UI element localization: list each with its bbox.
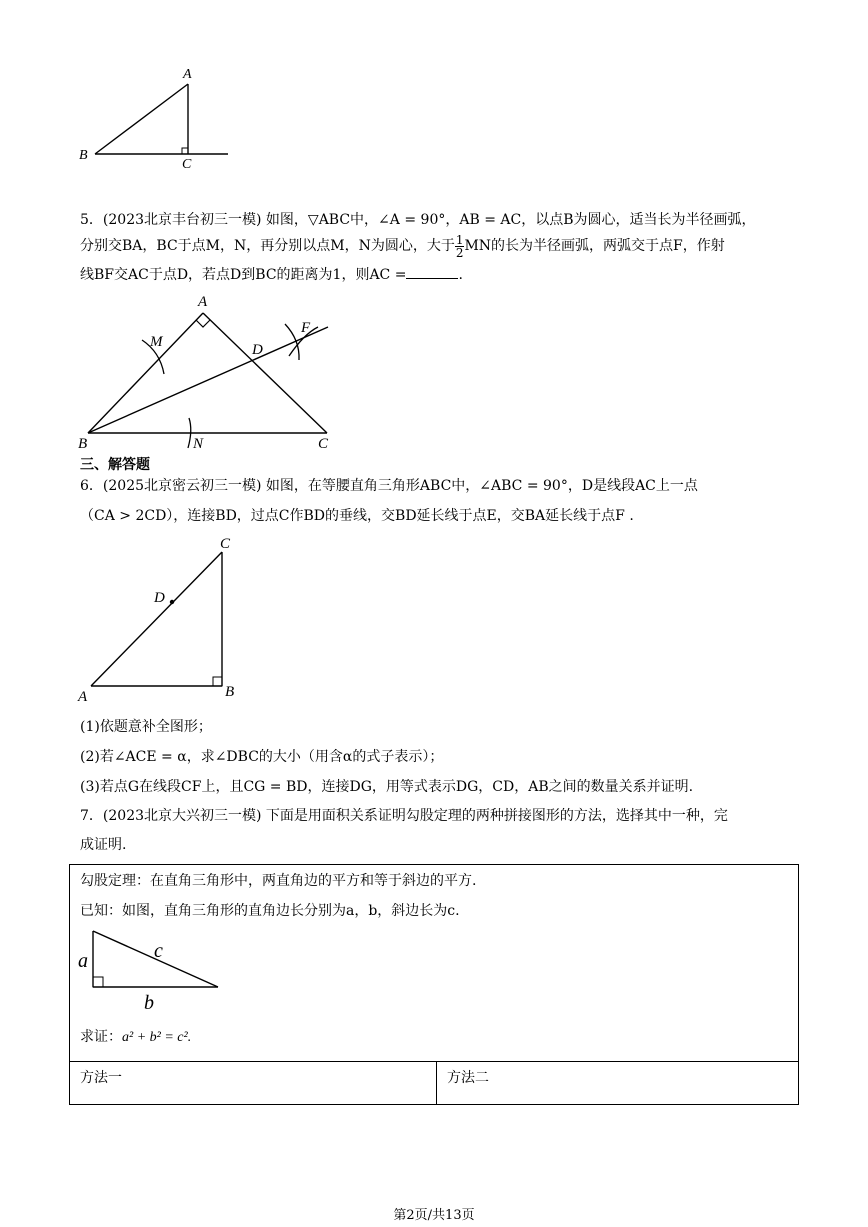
theorem-box	[69, 864, 799, 1105]
q7-line1: 7．(2023北京大兴初三一模) 下面是用面积关系证明勾股定理的两种拼接图形的方法，选择其中一种，完	[80, 808, 728, 824]
fraction-one-half: $\frac{1}{2}$	[455, 232, 464, 260]
q5-line1: 5．(2023北京丰台初三一模) 如图，▽ABC中，∠A = 90°，AB = AC，以点B为圆心，适当长为半径画弧，	[80, 212, 756, 228]
prove-line	[80, 1027, 191, 1048]
q6-line2: （CA > 2CD），连接BD，过点C作BD的垂线，交BD延长线于点E，交BA延长线于点F .	[80, 508, 634, 524]
figure-q6	[76, 530, 256, 705]
label-a: A	[78, 689, 88, 705]
q6-number: 6．	[80, 478, 103, 494]
page-footer: 第2页/共13页	[393, 1208, 475, 1223]
figure-q5	[72, 290, 342, 455]
label-n: N	[193, 436, 204, 452]
label-c: C	[220, 536, 231, 552]
method1-cell	[70, 1062, 437, 1105]
q6-sub2: (2)若∠ACE = α，求∠DBC的大小（用含α的式子表示）；	[80, 749, 444, 765]
figure-triangle-abc-top	[70, 62, 240, 172]
q6-sub3: (3)若点G在线段CF上，且CG = BD，连接DG，用等式表示DG，CD，AB之间的数量关系并证明.	[80, 779, 694, 795]
label-d: D	[154, 590, 165, 606]
prove-expression: a² + b² = c².	[122, 1030, 192, 1045]
q7-line2: 成证明.	[80, 837, 127, 853]
q5-line3: 线BF交AC于点D，若点D到BC的距离为1，则AC = .	[80, 264, 463, 285]
label-a: A	[183, 67, 192, 82]
prove-label: 求证：	[80, 1029, 122, 1045]
label-c: C	[182, 157, 192, 172]
answer-blank[interactable]	[406, 264, 458, 279]
figure-right-triangle-abc	[76, 925, 236, 1015]
q5-line2: 分别交BA，BC于点M，N，再分别以点M，N为圆心，大于 $\frac{1}{2}$ MN的长为半径画弧，两弧交于点F，作射	[80, 232, 725, 260]
label-f: F	[301, 320, 311, 336]
method2-cell	[437, 1062, 799, 1105]
q6-line1: 6．(2025北京密云初三一模) 如图，在等腰直角三角形ABC中，∠ABC = 90°，D是线段AC上一点	[80, 478, 698, 494]
label-d: D	[252, 342, 263, 358]
section-heading: 三、解答题	[80, 457, 150, 473]
label-b: b	[144, 992, 154, 1014]
theorem-statement: 勾股定理：在直角三角形中，两直角边的平方和等于斜边的平方.	[80, 873, 477, 889]
method1-label: 方法一	[80, 1070, 122, 1086]
label-b: B	[78, 436, 88, 452]
label-b: B	[79, 148, 88, 163]
label-c: C	[318, 436, 329, 452]
method2-label: 方法二	[447, 1070, 489, 1086]
given-statement: 已知：如图，直角三角形的直角边长分别为a，b，斜边长为c.	[80, 903, 460, 919]
label-a: A	[198, 294, 208, 310]
theorem-cell	[70, 865, 799, 1062]
label-m: M	[150, 334, 163, 350]
label-c: c	[154, 940, 163, 962]
q5-number: 5．	[80, 212, 103, 228]
label-a: a	[78, 950, 88, 972]
q7-number: 7．	[80, 808, 103, 824]
label-b: B	[225, 684, 235, 700]
q6-sub1: (1)依题意补全图形；	[80, 719, 212, 735]
